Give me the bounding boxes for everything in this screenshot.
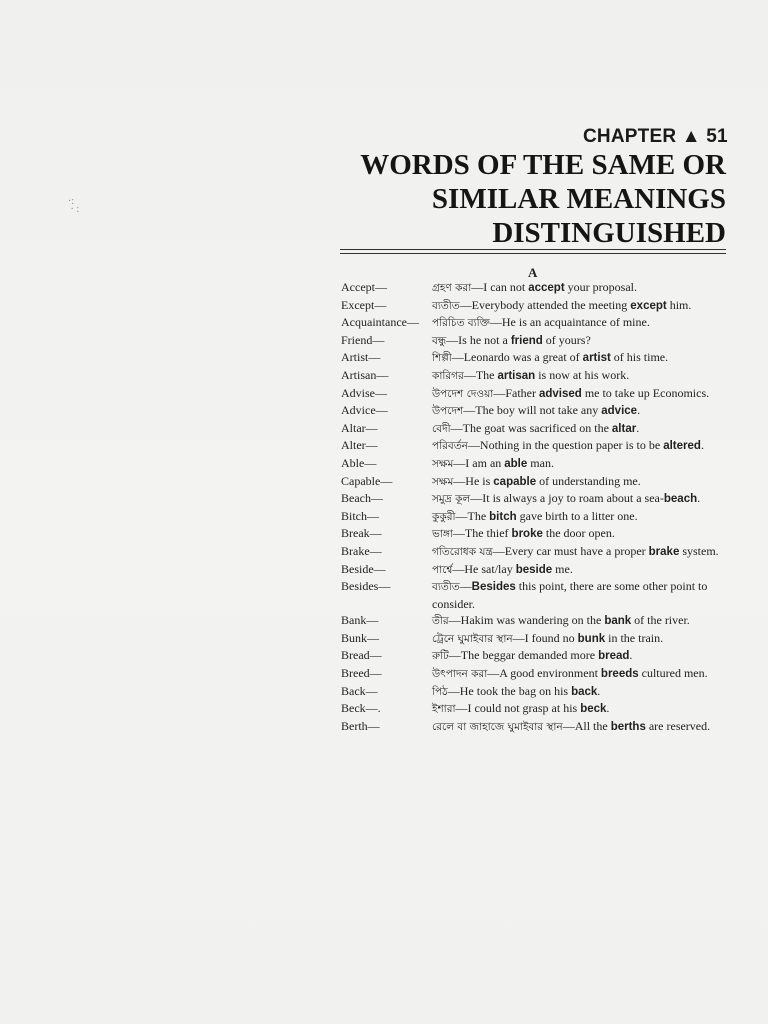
highlighted-word: bank — [604, 615, 632, 628]
entry-definition — [432, 332, 731, 350]
entry-definition — [432, 402, 731, 420]
bengali-meaning: তীর — [432, 615, 449, 628]
word-entry — [341, 297, 731, 315]
chapter-title — [326, 148, 726, 250]
word-entry — [341, 665, 731, 683]
entry-definition — [432, 718, 731, 736]
bengali-meaning: উপদেশ দেওয়া — [432, 387, 494, 400]
example-text-end: . — [597, 683, 601, 698]
highlighted-word: broke — [511, 528, 543, 541]
bengali-meaning: ব্যতীত — [432, 299, 460, 312]
word-entry — [341, 332, 731, 350]
example-text-end: the door open. — [542, 526, 615, 541]
example-text: —The goat was sacrificed on the — [450, 420, 612, 435]
entry-term: Besides— — [341, 579, 391, 594]
entry-term: Break— — [341, 526, 382, 541]
example-text: —He is an acquaintance of mine. — [489, 315, 650, 330]
example-text-end: your proposal. — [564, 280, 637, 294]
entry-term: Alter— — [341, 438, 378, 453]
entry-definition — [432, 437, 731, 455]
entry-term: Brake— — [341, 543, 382, 558]
entry-definition — [432, 297, 731, 315]
example-text: —The — [463, 367, 498, 382]
entry-term: Breed— — [341, 666, 382, 681]
bengali-meaning: উৎপাদন করা — [432, 668, 488, 681]
bengali-meaning: বেদী — [432, 422, 451, 435]
bengali-meaning: গতিরোধক যন্ত্র — [432, 545, 493, 558]
highlighted-word: accept — [528, 282, 565, 294]
example-text: —The beggar demanded more — [448, 648, 599, 663]
word-entry — [341, 630, 731, 648]
example-text-end: . — [700, 438, 704, 453]
word-entry — [341, 420, 731, 438]
example-text: —Hakim was wandering on the — [448, 613, 605, 628]
example-text-end: gave birth to a litter one. — [516, 508, 638, 523]
bengali-meaning: শিল্পী — [432, 352, 452, 365]
word-entry — [341, 473, 731, 491]
bengali-meaning: সক্ষম — [432, 475, 454, 488]
example-text: —He is — [453, 473, 494, 488]
highlighted-word: friend — [510, 334, 543, 347]
example-text-end: him. — [666, 297, 692, 312]
entry-definition — [432, 508, 731, 526]
word-entry — [341, 683, 731, 701]
word-entry — [341, 437, 731, 455]
example-text: —I am an — [453, 455, 505, 470]
example-text: —Nothing in the question paper is to be — [467, 438, 664, 453]
example-text-end: cultured men. — [638, 666, 708, 681]
word-entry — [341, 525, 731, 543]
highlighted-word: artisan — [497, 369, 536, 382]
highlighted-word: except — [630, 299, 667, 312]
entry-term: Friend— — [341, 332, 385, 347]
bengali-meaning: পিঠ — [432, 685, 448, 698]
entry-definition — [432, 455, 731, 473]
entry-term: Artist— — [341, 350, 381, 365]
word-entry — [341, 385, 731, 403]
bengali-meaning: গ্রহণ করা — [432, 282, 472, 294]
example-text: —The thief — [452, 526, 512, 541]
entry-term: Bread— — [341, 648, 382, 663]
chapter-title-line: WORDS OF THE SAME OR — [360, 149, 726, 181]
entry-term: Able— — [341, 455, 377, 470]
title-rule-bottom — [340, 253, 726, 254]
example-text-end: this point, there are some other point to consider. — [432, 579, 708, 611]
word-entry — [341, 402, 731, 420]
entry-term: Beck—. — [341, 701, 381, 716]
word-entry — [341, 349, 731, 367]
entry-definition — [432, 612, 731, 630]
entry-term: Beach— — [341, 491, 383, 506]
example-text-end: . — [636, 420, 640, 435]
highlighted-word: bitch — [489, 510, 517, 523]
highlighted-word: artist — [582, 352, 611, 365]
entry-definition — [432, 683, 731, 701]
bengali-meaning: ভাঙ্গা — [432, 528, 453, 541]
word-entry — [341, 647, 731, 665]
highlighted-word: advised — [538, 387, 582, 400]
entry-definition — [432, 630, 731, 648]
highlighted-word: back — [571, 685, 598, 698]
word-entry — [341, 314, 731, 332]
entry-definition — [432, 665, 731, 683]
entry-term: Advice— — [341, 403, 388, 418]
entry-definition — [432, 473, 731, 491]
word-entry — [341, 455, 731, 473]
example-text-end: of understanding me. — [536, 473, 641, 488]
word-entry — [341, 367, 731, 385]
entry-definition — [432, 561, 731, 579]
example-text: —A good environment — [487, 666, 601, 681]
example-text: —The boy will not take any — [463, 403, 602, 418]
entry-term: Artisan— — [341, 367, 389, 382]
example-text-end: . — [637, 403, 641, 418]
highlighted-word: breeds — [600, 668, 639, 681]
entry-term: Bunk— — [341, 630, 380, 645]
example-text: —I found no — [512, 630, 578, 645]
entry-definition — [432, 420, 731, 438]
bengali-meaning: সমুদ্র কূল — [432, 493, 471, 506]
highlighted-word: brake — [648, 545, 680, 558]
entry-term: Except— — [341, 297, 387, 312]
example-text-end: of yours? — [542, 332, 591, 347]
highlighted-word: capable — [493, 475, 537, 488]
highlighted-word: altered — [663, 440, 701, 453]
entry-definition — [432, 279, 731, 297]
entry-definition — [432, 543, 731, 561]
bengali-meaning: ব্যতীত — [432, 581, 460, 594]
example-text-end: are reserved. — [645, 718, 711, 733]
bengali-meaning: রুটি — [432, 650, 449, 663]
example-text: —Father — [493, 385, 539, 400]
bengali-meaning: পরিচিত ব্যক্তি — [432, 317, 490, 330]
title-rule-top — [340, 249, 726, 250]
word-entry — [341, 578, 731, 612]
example-text-end: is now at his work. — [535, 367, 630, 382]
example-text-end: me. — [552, 561, 573, 576]
example-text-end: . — [629, 648, 633, 663]
highlighted-word: bread — [598, 650, 630, 663]
highlighted-word: Besides — [471, 581, 516, 594]
chapter-label: CHAPTER ▲ 51 — [583, 126, 728, 147]
entry-definition — [432, 385, 731, 403]
example-text-end: of the river. — [631, 613, 690, 628]
example-text: —Is he not a — [446, 332, 511, 347]
example-text-end: system. — [679, 543, 719, 558]
bengali-meaning: কারিগর — [432, 369, 464, 382]
word-entry — [341, 543, 731, 561]
bengali-meaning: কুকুরী — [432, 510, 456, 523]
highlighted-word: berths — [610, 720, 646, 733]
example-text: —Every car must have a proper — [492, 543, 649, 558]
word-entry — [341, 490, 731, 508]
word-entry — [341, 508, 731, 526]
example-text: —The — [455, 508, 490, 523]
paper-speck: ·: · : — [68, 196, 80, 215]
bengali-meaning: পার্শ্বে — [432, 563, 453, 576]
example-text-end: in the train. — [605, 630, 664, 645]
example-text: —All the — [562, 718, 611, 733]
highlighted-word: advice — [601, 405, 638, 418]
bengali-meaning: ট্রেনে ঘুমাইবার স্থান — [432, 632, 513, 645]
entry-term: Bitch— — [341, 508, 379, 523]
example-text-end: . — [606, 701, 610, 716]
word-list — [341, 279, 731, 735]
entry-term: Accept— — [341, 280, 387, 294]
word-entry — [341, 700, 731, 718]
highlighted-word: able — [504, 457, 528, 470]
entry-definition — [432, 349, 731, 367]
entry-term: Berth— — [341, 718, 380, 733]
entry-definition — [432, 314, 731, 332]
example-text: —I can not — [471, 280, 529, 294]
entry-definition — [432, 578, 731, 612]
entry-definition — [432, 700, 731, 718]
bengali-meaning: বন্ধু — [432, 334, 447, 347]
highlighted-word: altar — [611, 422, 637, 435]
example-text: —Everybody attended the meeting — [459, 297, 631, 312]
word-entry — [341, 279, 731, 297]
example-text: —Leonardo was a great of — [451, 350, 583, 365]
section-letter: A — [528, 265, 538, 280]
word-entry — [341, 561, 731, 579]
entry-term: Altar— — [341, 420, 378, 435]
entry-definition — [432, 647, 731, 665]
entry-term: Back— — [341, 683, 378, 698]
example-text: —It is always a joy to roam about a sea- — [470, 491, 664, 506]
entry-term: Bank— — [341, 613, 379, 628]
example-text: — — [459, 579, 472, 594]
entry-term: Acquaintance— — [341, 315, 419, 330]
example-text: —He took the bag on his — [447, 683, 572, 698]
entry-definition — [432, 490, 731, 508]
highlighted-word: beach — [663, 493, 698, 506]
entry-term: Beside— — [341, 561, 386, 576]
word-entry — [341, 718, 731, 736]
word-entry — [341, 612, 731, 630]
entry-term: Capable— — [341, 473, 393, 488]
bengali-meaning: পরিবর্তন — [432, 440, 468, 453]
example-text-end: of his time. — [610, 350, 669, 365]
bengali-meaning: ইশারা — [432, 703, 456, 716]
entry-definition — [432, 367, 731, 385]
bengali-meaning: উপদেশ — [432, 405, 464, 418]
highlighted-word: bunk — [577, 632, 606, 645]
highlighted-word: beside — [515, 563, 553, 576]
entry-definition — [432, 525, 731, 543]
example-text-end: me to take up Economics. — [581, 385, 710, 400]
bengali-meaning: রেলে বা জাহাজে ঘুমাইবার স্থান — [432, 720, 563, 733]
example-text-end: man. — [527, 455, 554, 470]
bengali-meaning: সক্ষম — [432, 457, 454, 470]
example-text: —He sat/lay — [452, 561, 516, 576]
chapter-title-line: SIMILAR MEANINGS — [431, 183, 726, 215]
chapter-title-line: DISTINGUISHED — [492, 217, 726, 249]
entry-term: Advise— — [341, 385, 387, 400]
example-text: —I could not grasp at his — [455, 701, 581, 716]
highlighted-word: beck — [580, 703, 607, 716]
example-text-end: . — [697, 491, 701, 506]
